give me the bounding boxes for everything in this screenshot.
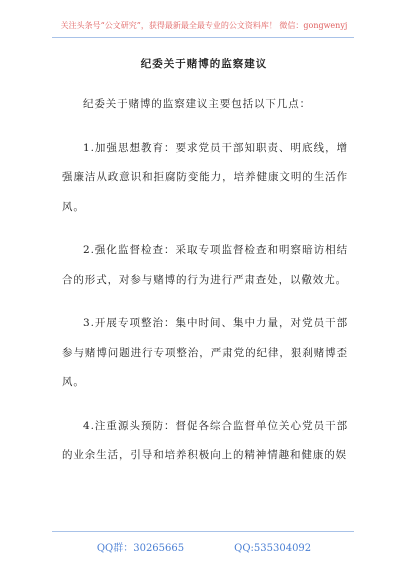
point-paragraph-2: 2.强化监督检查：采取专项监督检查和明察暗访相结合的形式，对参与赌博的行为进行严肃查处，以儆效尤。: [62, 244, 348, 286]
footer-contacts: [0, 539, 408, 554]
point-paragraph-4: 4.注重源头预防：督促各综合监督单位关心党员干部的业余生活，引导和培养积极向上的精神情趣和健康的娱: [62, 419, 348, 461]
document-title: 纪委关于赌博的监察建议: [140, 58, 268, 70]
header-divider: [52, 37, 354, 38]
point-paragraph-3: 3.开展专项整治：集中时间、集中力量，对党员干部参与赌博问题进行专项整治，严肃党的纪律，狠刹赌博歪风。: [62, 317, 348, 388]
header-banner: 关注头条号“公文研究”，获得最新最全最专业的公文资料库！ 微信：gongwenyj: [60, 21, 348, 30]
intro-paragraph: 纪委关于赌博的监察建议主要包括以下几点：: [83, 98, 311, 110]
footer-divider: [52, 531, 354, 532]
footer-qq-number: QQ:535304092: [234, 543, 312, 554]
document-body: [62, 90, 348, 485]
point-paragraph-1: 1.加强思想教育：要求党员干部知职责、明底线，增强廉洁从政意识和拒腐防变能力，培养健康文明的生活作风。: [62, 141, 348, 213]
footer-qq-group: QQ群：30265665: [96, 543, 185, 554]
